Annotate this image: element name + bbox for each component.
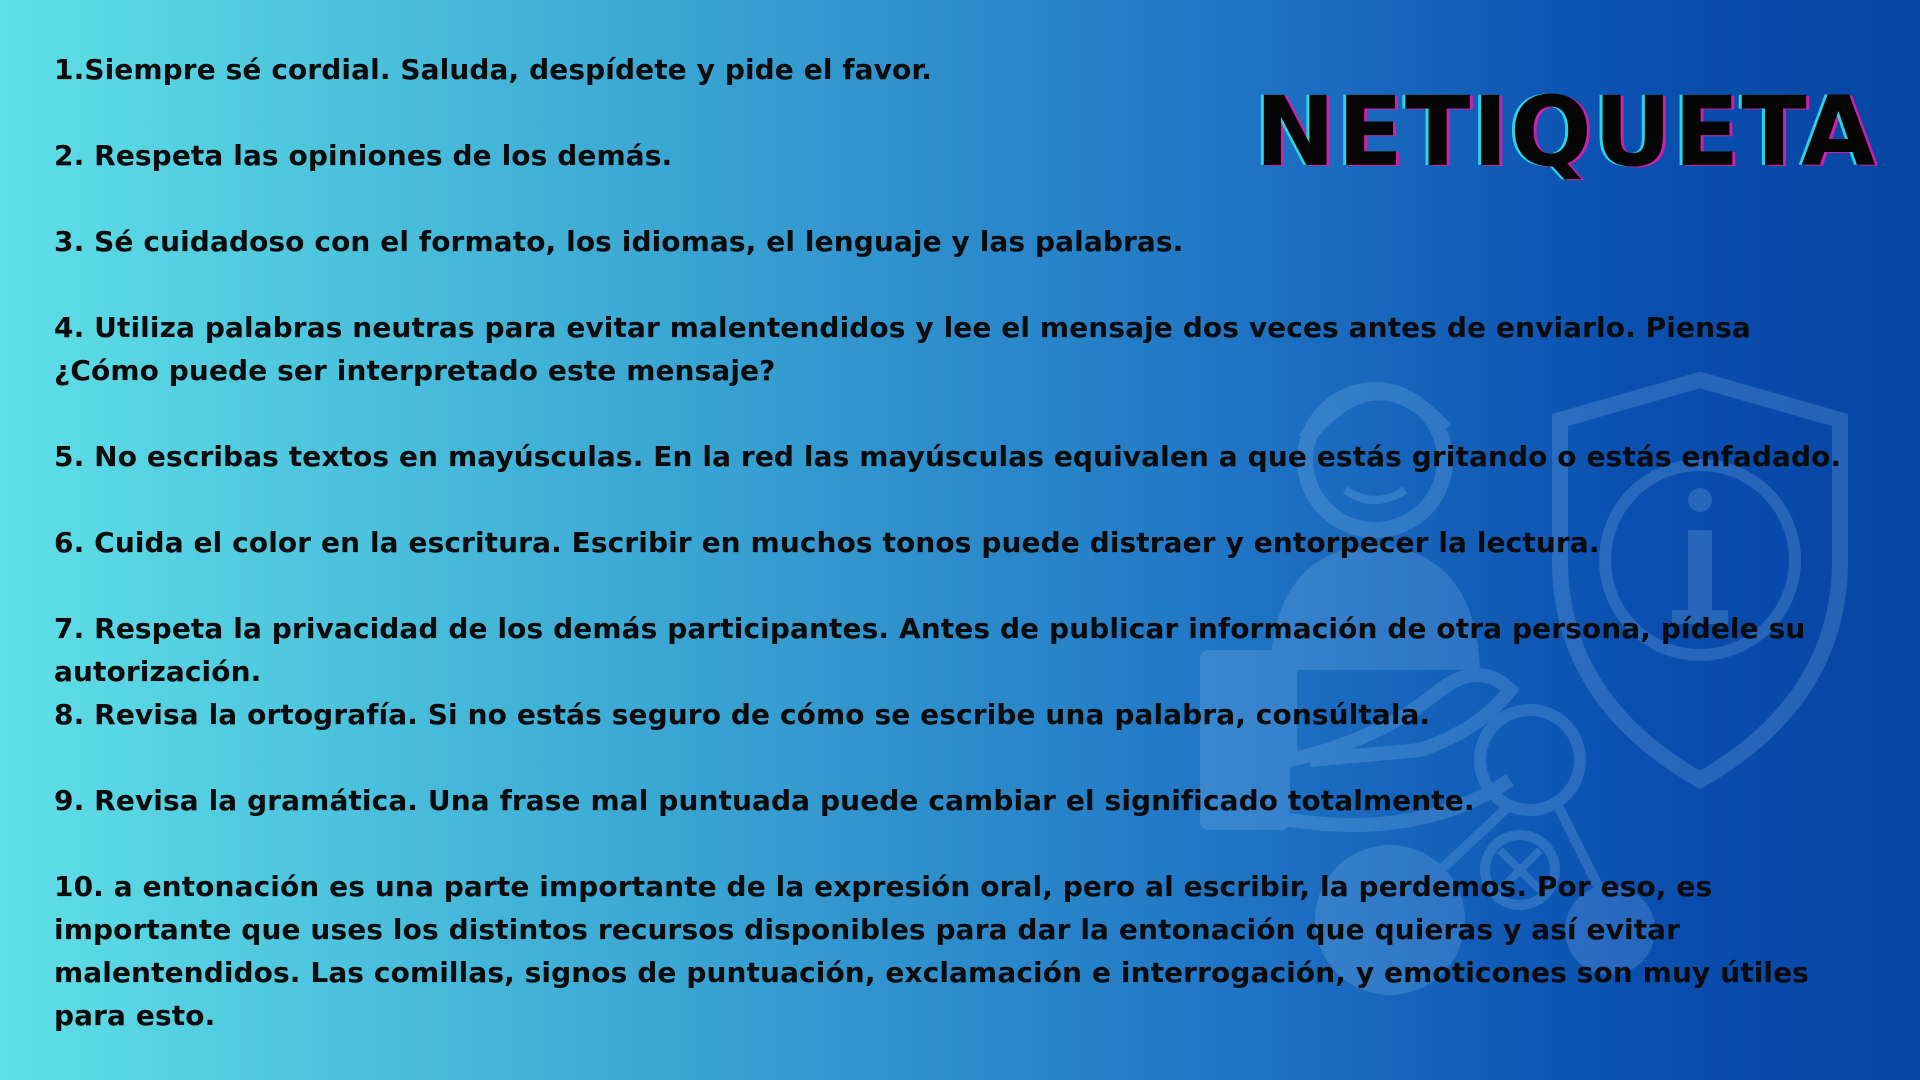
rule-item: 8. Revisa la ortografía. Si no estás seguro de cómo se escribe una palabra, consúltala. bbox=[54, 698, 1431, 731]
rule-item: 3. Sé cuidadoso con el formato, los idiomas, el lenguaje y las palabras. bbox=[54, 225, 1184, 258]
netiquette-rules-list bbox=[54, 48, 1854, 1037]
rule-item: 1.Siempre sé cordial. Saluda, despídete y pide el favor. bbox=[54, 53, 932, 86]
rule-item: 6. Cuida el color en la escritura. Escribir en muchos tonos puede distraer y entorpecer la lectura. bbox=[54, 526, 1600, 559]
page-title: NETIQUETA bbox=[1255, 76, 1878, 188]
rule-item: 4. Utiliza palabras neutras para evitar malentendidos y lee el mensaje dos veces antes de enviarlo. Piensa ¿Cómo puede ser interpretado este mensaje? bbox=[54, 311, 1751, 387]
rule-item: 7. Respeta la privacidad de los demás participantes. Antes de publicar información de otra persona, pídele su autorización. bbox=[54, 612, 1806, 688]
rule-item: 5. No escribas textos en mayúsculas. En la red las mayúsculas equivalen a que estás gritando o estás enfadado. bbox=[54, 440, 1842, 473]
rule-item: 2. Respeta las opiniones de los demás. bbox=[54, 139, 673, 172]
rule-item: 9. Revisa la gramática. Una frase mal puntuada puede cambiar el significado totalmente. bbox=[54, 784, 1475, 817]
rule-item: 10. a entonación es una parte importante de la expresión oral, pero al escribir, la perdemos. Por eso, es importante que uses los distintos recursos disponibles para dar la entonación que quieras y así evitar malentendidos. Las comillas, signos de puntuación, exclamación e interrogación, y emoticones son muy útiles para esto. bbox=[54, 870, 1809, 1032]
